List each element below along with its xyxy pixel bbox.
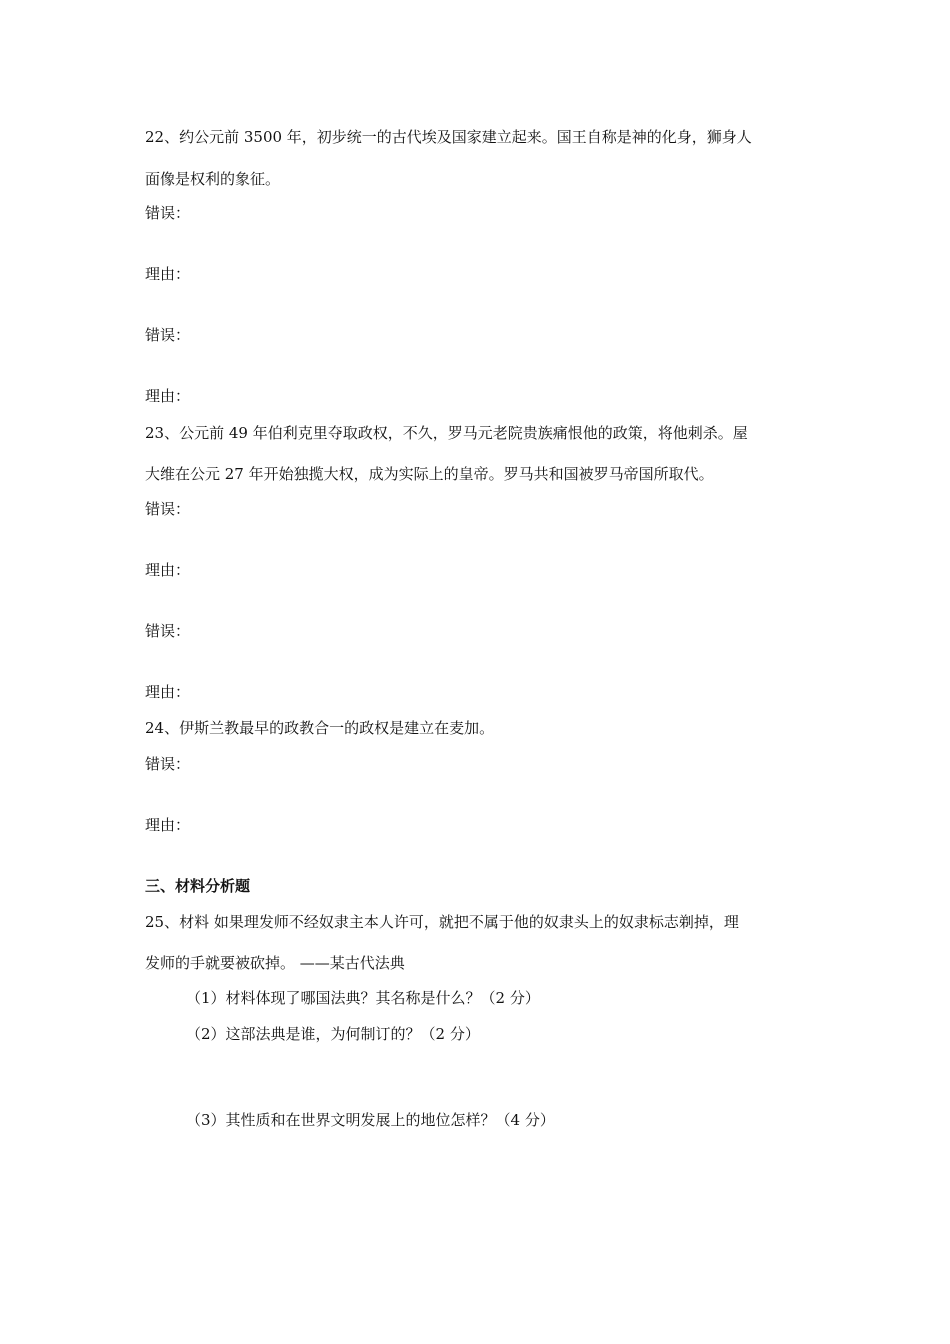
q25-subquestion-2: （2）这部法典是谁，为何制订的？（2 分） (186, 1025, 480, 1043)
q22-text-line1: 22、约公元前 3500 年，初步统一的古代埃及国家建立起来。国王自称是神的化身，狮身人 (145, 128, 752, 146)
q23-error-label-1: 错误： (145, 500, 191, 518)
q25-subquestion-1: （1）材料体现了哪国法典？其名称是什么？（2 分） (186, 989, 540, 1007)
q24-error-label-1: 错误： (145, 755, 191, 773)
q22-reason-label-1: 理由： (145, 265, 191, 283)
q25-subquestion-3: （3）其性质和在世界文明发展上的地位怎样？（4 分） (186, 1111, 555, 1129)
q24-text-line1: 24、伊斯兰教最早的政教合一的政权是建立在麦加。 (145, 719, 495, 737)
q22-error-label-1: 错误： (145, 204, 191, 222)
q25-text-line2: 发师的手就要被砍掉。 ——某古代法典 (145, 954, 405, 972)
q23-reason-label-2: 理由： (145, 683, 191, 701)
q24-reason-label-1: 理由： (145, 816, 191, 834)
q22-reason-label-2: 理由： (145, 387, 191, 405)
q23-text-line1: 23、公元前 49 年伯利克里夺取政权，不久，罗马元老院贵族痛恨他的政策，将他刺杀。屋 (145, 424, 748, 442)
q25-text-line1: 25、材料 如果理发师不经奴隶主本人许可，就把不属于他的奴隶头上的奴隶标志剃掉，理 (145, 913, 739, 931)
section3-title: 三、材料分析题 (145, 877, 251, 895)
q23-error-label-2: 错误： (145, 622, 191, 640)
q22-error-label-2: 错误： (145, 326, 191, 344)
q22-text-line2: 面像是权利的象征。 (145, 170, 281, 188)
q23-text-line2: 大维在公元 27 年开始独揽大权，成为实际上的皇帝。罗马共和国被罗马帝国所取代。 (145, 465, 714, 483)
q23-reason-label-1: 理由： (145, 561, 191, 579)
